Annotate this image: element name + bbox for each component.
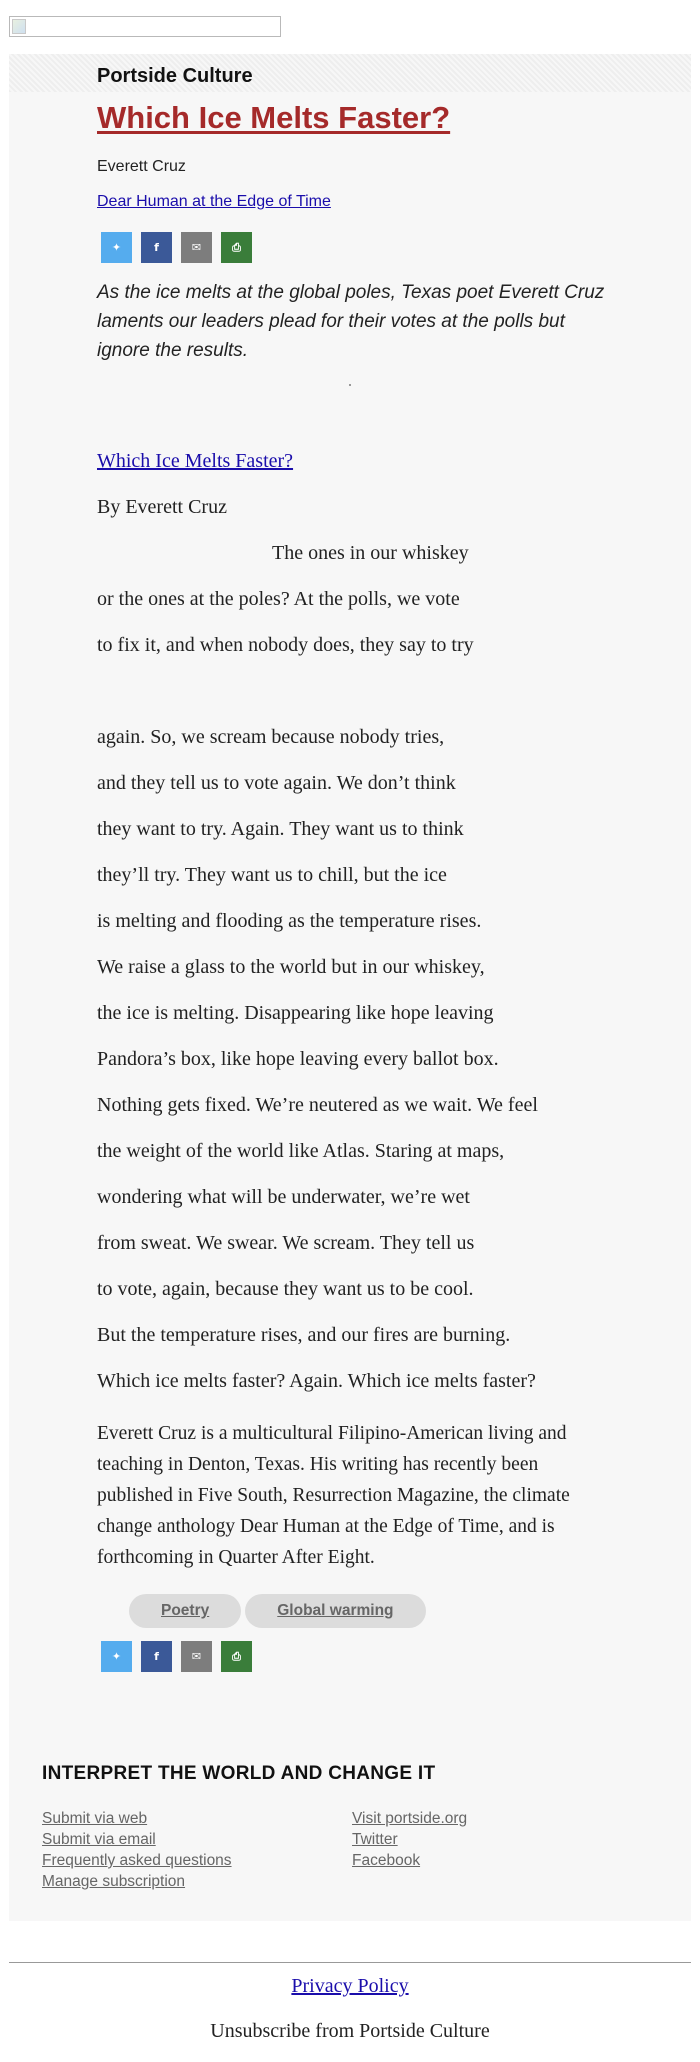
print-button[interactable] — [221, 232, 252, 263]
privacy-policy-container — [0, 1975, 700, 1998]
poem-byline: By Everett Cruz — [97, 496, 227, 518]
poem-line: from sweat. We swear. We scream. They tell us — [97, 1232, 475, 1254]
visit-portside-link[interactable]: Visit portside.org — [352, 1810, 468, 1827]
footer-links-right — [352, 1808, 467, 1871]
faq-link[interactable]: Frequently asked questions — [42, 1852, 232, 1869]
poem-line: is melting and flooding as the temperature rises. — [97, 910, 482, 932]
footer-divider — [9, 1962, 691, 1963]
site-name: Portside Culture — [97, 65, 253, 87]
author-bio: Everett Cruz is a multicultural Filipino-American living and teaching in Denton, Texas. His writing has recently been published in Five South, Resurrection Magazine, the climate change anthology Dear Human at the Edge of Time, and is forthcoming in Quarter After Eight. — [97, 1423, 570, 1568]
print-icon: ⎙ — [232, 1649, 241, 1663]
poem-line: again. So, we scream because nobody tries, — [97, 726, 445, 748]
poem-line: the ice is melting. Disappearing like hope leaving — [97, 1002, 494, 1024]
twitter-icon: ✦ — [111, 241, 122, 254]
share-buttons-top — [101, 232, 252, 263]
facebook-share-button[interactable] — [141, 232, 172, 263]
facebook-share-button[interactable] — [141, 1641, 172, 1672]
submit-via-email-link[interactable]: Submit via email — [42, 1831, 156, 1848]
poem-line: or the ones at the poles? At the polls, we vote — [97, 588, 460, 610]
email-share-button[interactable] — [181, 1641, 212, 1672]
share-buttons-bottom — [101, 1641, 252, 1672]
unsubscribe-text[interactable]: Unsubscribe from Portside Culture — [210, 2020, 490, 2042]
footer-links-left — [42, 1808, 232, 1892]
email-icon: ✉ — [191, 1650, 202, 1663]
broken-image-icon — [12, 19, 26, 34]
poem-line: and they tell us to vote again. We don’t think — [97, 772, 456, 794]
manage-subscription-link[interactable]: Manage subscription — [42, 1873, 186, 1890]
facebook-icon: f — [154, 1650, 159, 1663]
poem-line: to vote, again, because they want us to be cool. — [97, 1278, 474, 1300]
tag-poetry[interactable]: Poetry — [129, 1594, 241, 1628]
poem-line: Pandora’s box, like hope leaving every ballot box. — [97, 1048, 499, 1070]
portside-logo-image[interactable] — [9, 16, 281, 37]
twitter-link[interactable]: Twitter — [352, 1831, 398, 1848]
twitter-share-button[interactable] — [101, 1641, 132, 1672]
poem-line: But the temperature rises, and our fires are burning. — [97, 1324, 511, 1346]
poem-line: Which ice melts faster? Again. Which ice melts faster? — [97, 1370, 536, 1392]
poem-line: the weight of the world like Atlas. Staring at maps, — [97, 1140, 505, 1162]
facebook-icon: f — [154, 241, 159, 254]
tag-global-warming[interactable]: Global warming — [245, 1594, 425, 1628]
footer-heading: INTERPRET THE WORLD AND CHANGE IT — [42, 1763, 436, 1784]
twitter-icon: ✦ — [111, 1650, 122, 1663]
tag-list — [129, 1594, 426, 1628]
twitter-share-button[interactable] — [101, 232, 132, 263]
source-book-link[interactable]: Dear Human at the Edge of Time — [97, 193, 331, 210]
poem-line: The ones in our whiskey — [272, 542, 469, 564]
article-author: Everett Cruz — [97, 158, 186, 175]
poem-line: Nothing gets fixed. We’re neutered as we wait. We feel — [97, 1094, 538, 1116]
poem-line: We raise a glass to the world but in our whiskey, — [97, 956, 485, 978]
email-icon: ✉ — [191, 241, 202, 254]
article-headline-link[interactable]: Which Ice Melts Faster? — [97, 100, 451, 135]
article-dek: As the ice melts at the global poles, Texas poet Everett Cruz laments our leaders plead for their votes at the polls but ignore the results. — [97, 282, 605, 361]
poem-line: they’ll try. They want us to chill, but the ice — [97, 864, 447, 886]
print-icon: ⎙ — [232, 240, 241, 254]
submit-via-web-link[interactable]: Submit via web — [42, 1810, 148, 1827]
print-button[interactable] — [221, 1641, 252, 1672]
poem-line: they want to try. Again. They want us to think — [97, 818, 464, 840]
facebook-link[interactable]: Facebook — [352, 1852, 421, 1869]
poem-title-link[interactable]: Which Ice Melts Faster? — [97, 450, 294, 472]
privacy-policy-link[interactable]: Privacy Policy — [291, 1975, 409, 1997]
email-share-button[interactable] — [181, 232, 212, 263]
poem-line: wondering what will be underwater, we’re wet — [97, 1186, 470, 1208]
spacer-image — [349, 384, 351, 386]
poem-line: to fix it, and when nobody does, they say to try — [97, 634, 474, 656]
